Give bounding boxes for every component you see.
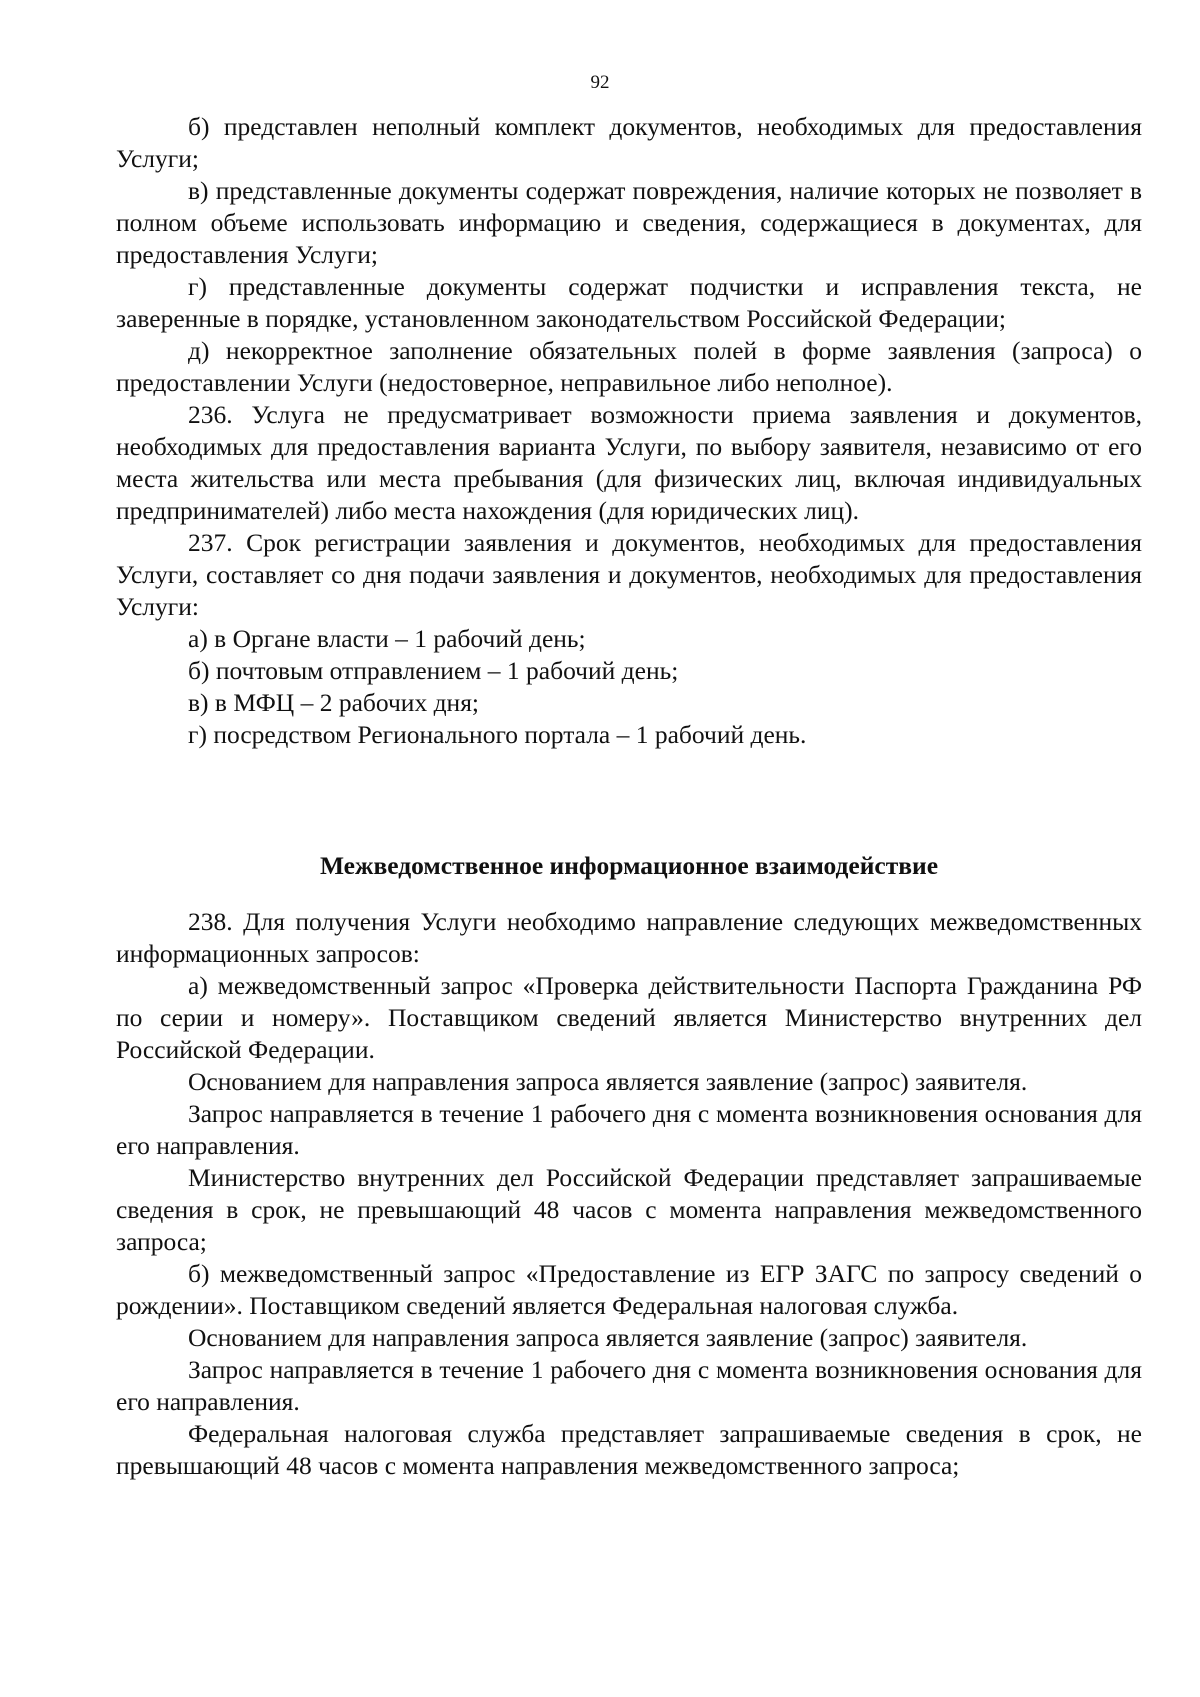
paragraph: Запрос направляется в течение 1 рабочего дня с момента возникновения основания для его направления. <box>116 1099 1142 1160</box>
paragraph: в) представленные документы содержат повреждения, наличие которых не позволяет в полном объеме использовать информацию и сведения, содержащиеся в документах, для предоставления Услуги; <box>116 176 1142 269</box>
paragraph: 237. Срок регистрации заявления и документов, необходимых для предоставления Услуги, составляет со дня подачи заявления и документов, необходимых для предоставления Услуги: <box>116 528 1142 621</box>
paragraph: а) межведомственный запрос «Проверка действительности Паспорта Гражданина РФ по серии и номеру». Поставщиком сведений является Министерство внутренних дел Российской Федерации. <box>116 971 1142 1064</box>
text-block-2 <box>116 906 1142 1482</box>
text-block-1 <box>116 111 1142 751</box>
paragraph: б) межведомственный запрос «Предоставление из ЕГР ЗАГС по запросу сведений о рождении». Поставщиком сведений является Федеральная налоговая служба. <box>116 1259 1142 1320</box>
paragraph: 238. Для получения Услуги необходимо направление следующих межведомственных информационных запросов: <box>116 907 1142 968</box>
paragraph: Запрос направляется в течение 1 рабочего дня с момента возникновения основания для его направления. <box>116 1355 1142 1416</box>
list-item: г) посредством Регионального портала – 1 рабочий день. <box>188 720 807 749</box>
paragraph: 236. Услуга не предусматривает возможности приема заявления и документов, необходимых для предоставления варианта Услуги, по выбору заявителя, независимо от его места жительства или места пребывания (для физических лиц, включая индивидуальных предпринимателей) либо места нахождения (для юридических лиц). <box>116 400 1142 525</box>
list-item: б) почтовым отправлением – 1 рабочий день; <box>188 656 679 685</box>
paragraph: д) некорректное заполнение обязательных полей в форме заявления (запроса) о предоставлении Услуги (недостоверное, неправильное либо неполное). <box>116 336 1142 397</box>
page-number: 92 <box>590 72 610 93</box>
paragraph: Министерство внутренних дел Российской Федерации представляет запрашиваемые сведения в срок, не превышающий 48 часов с момента направления межведомственного запроса; <box>116 1163 1142 1256</box>
section-heading-block <box>116 850 1142 882</box>
paragraph: Федеральная налоговая служба представляет запрашиваемые сведения в срок, не превышающий 48 часов с момента направления межведомственного запроса; <box>116 1419 1142 1480</box>
paragraph: Основанием для направления запроса является заявление (запрос) заявителя. <box>188 1323 1028 1352</box>
section-heading: Межведомственное информационное взаимодействие <box>319 851 939 880</box>
list-item: а) в Органе власти – 1 рабочий день; <box>188 624 586 653</box>
paragraph: б) представлен неполный комплект документов, необходимых для предоставления Услуги; <box>116 112 1142 173</box>
list-item: в) в МФЦ – 2 рабочих дня; <box>188 688 480 717</box>
paragraph: г) представленные документы содержат подчистки и исправления текста, не заверенные в порядке, установленном законодательством Российской Федерации; <box>116 272 1142 333</box>
paragraph: Основанием для направления запроса является заявление (запрос) заявителя. <box>188 1067 1028 1096</box>
